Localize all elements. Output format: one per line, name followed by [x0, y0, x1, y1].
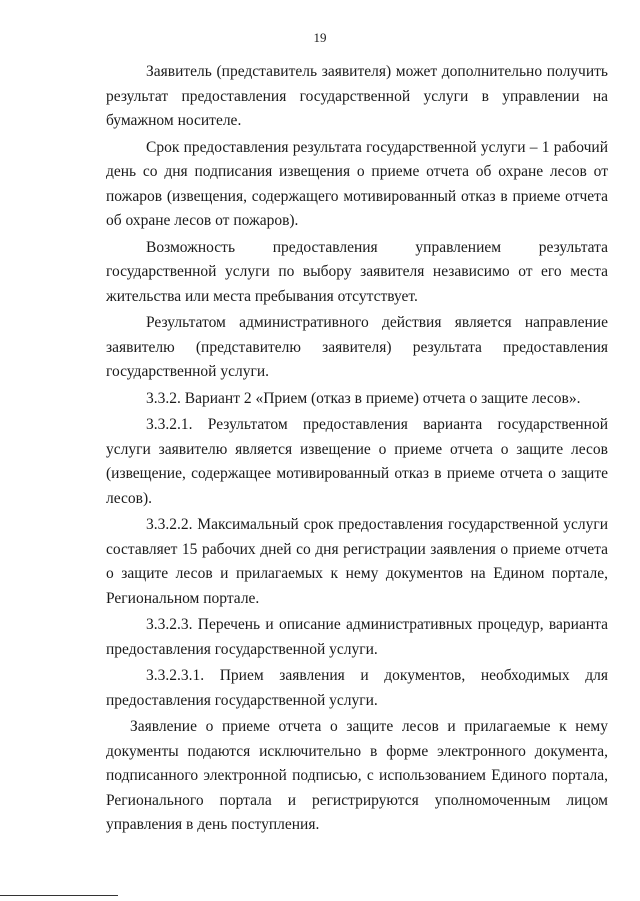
paragraph-10: Заявление о приеме отчета о защите лесов и прилагаемые к нему документы подаются исключительно в форме электронного документа, подписанного электронной подписью, с использованием Единого портала, Регионального портала и регистрируются уполномоченным лицом управления в день поступления.	[106, 718, 608, 833]
paragraph-1: Заявитель (представитель заявителя) может дополнительно получить результат предоставления государственной услуги в управлении на бумажном носителе.	[106, 63, 608, 129]
paragraph-4: Результатом административного действия является направление заявителю (представителю заявителя) результата предоставления государственной услуги.	[106, 314, 608, 380]
paragraph-7: 3.3.2.2. Максимальный срок предоставления государственной услуги составляет 15 рабочих дней со дня регистрации заявления о приеме отчета о защите лесов и прилагаемых к нему документов на Едином портале, Региональном портале.	[106, 516, 608, 607]
paragraph-6: 3.3.2.1. Результатом предоставления варианта государственной услуги заявителю является извещение о приеме отчета о защите лесов (извещение, содержащее мотивированный отказ в приеме отчета о защите лесов).	[106, 416, 608, 507]
paragraph-8: 3.3.2.3. Перечень и описание административных процедур, варианта предоставления государственной услуги.	[106, 616, 608, 658]
page-number: 19	[313, 30, 327, 45]
paragraph-9: 3.3.2.3.1. Прием заявления и документов, необходимых для предоставления государственной услуги.	[106, 667, 608, 709]
paragraph-2: Срок предоставления результата государственной услуги – 1 рабочий день со дня подписания извещения о приеме отчета об охране лесов от пожаров (извещения, содержащего мотивированный отказ в приеме отчета об охране лесов от пожаров).	[106, 138, 608, 229]
document-body	[106, 60, 608, 840]
footnote-separator	[0, 895, 118, 896]
paragraph-3: Возможность предоставления управлением результата государственной услуги по выбору заявителя независимо от его места жительства или места пребывания отсутствует.	[106, 238, 608, 305]
paragraph-5: 3.3.2. Вариант 2 «Прием (отказ в приеме) отчета о защите лесов».	[146, 389, 581, 407]
